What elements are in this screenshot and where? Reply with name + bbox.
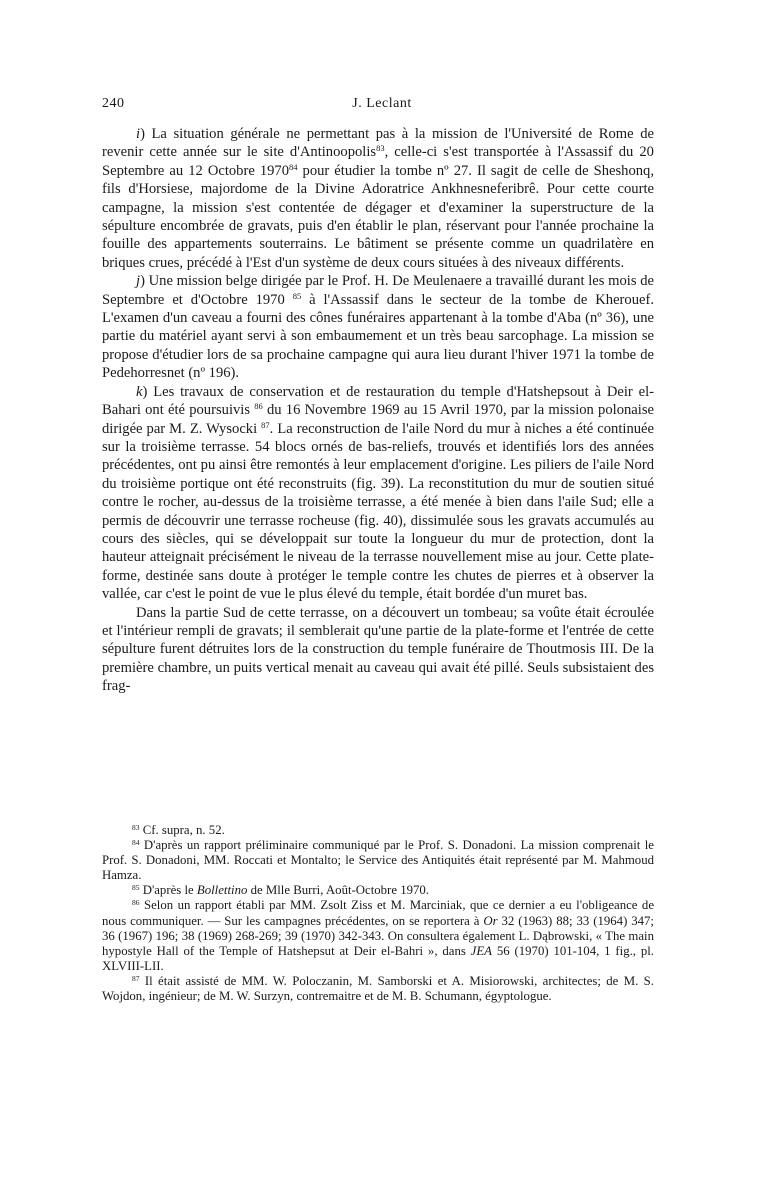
main-text: [102, 125, 654, 696]
footnote-ref: 84: [132, 838, 140, 848]
footnote-87: [102, 974, 654, 1004]
paragraph-j: [102, 272, 654, 382]
footnote-86: [102, 898, 654, 973]
text-run: ) La situation générale ne permettant pas à la mission de l'Université de Rome de revenir cette année sur le site d'Antinoopolis: [102, 126, 654, 161]
footnote-ref: 85: [132, 883, 140, 893]
text-run: Cf. supra, n. 52.: [139, 823, 225, 837]
italic-run: k: [136, 383, 143, 400]
text-run: 56 (1970) 101-104, 1 fig., pl. XLVIII-LII.: [102, 943, 654, 973]
text-run: Il était assisté de MM. W. Poloczanin, M. Samborski et A. Misiorowski, architectes; de M. S. Wojdon, ingénieur; de M. W. Surzyn, contremaitre et de M. B. Schumann, égyptologue.: [102, 973, 654, 1004]
text-run: ) Les travaux de conservation et de restauration du temple d'Hatshepsout à Deir el-Bahari ont été poursuivis: [102, 383, 654, 419]
footnote-ref: 86: [254, 401, 263, 412]
footnote-ref: 84: [289, 161, 298, 172]
paragraph-i: [102, 125, 654, 272]
text-run: D'après un rapport préliminaire communiqué par le Prof. S. Donadoni. La mission comprenait le Prof. S. Donadoni, MM. Roccati et Montalto; le Service des Antiquités était représenté par M. Mahmoud Hamza.: [102, 838, 654, 883]
text-run: Dans la partie Sud de cette terrasse, on a découvert un tombeau; sa voûte était écroulée et l'intérieur rempli de gravats; il semblerait qu'une partie de la plate-forme et l'entrée de cette sépulture furent détruites lors de la construction du temple funéraire de Thoutmosis III. De la première chambre, un puits vertical menait au caveau qui avait été pillé. Seuls subsistaient des frag-: [102, 604, 654, 695]
footnote-ref: 86: [132, 898, 140, 908]
text-run: . La reconstruction de l'aile Nord du mur à niches a été continuée sur la troisième terrasse. 54 blocs ornés de bas-reliefs, trouvés et identifiés lors des années précédentes, ont pu ainsi être remontés à leur emplacement d'origine. Les piliers de l'aile Nord du troisième portique ont été reconstruits (fig. 39). La reconstitution du mur de soutien situé contre le rocher, au-dessus de la troisième terrasse, a été menée à bien dans l'aile Sud; elle a permis de découvrir une terrasse rocheuse (fig. 40), dissimulée sous les gravats accumulés au cours des siècles, qui se développait sur toute la longueur du mur de protection, dont la hauteur atteignait précisément le niveau de la terrasse nouvellement mise au jour. Cette plate-forme, destinée sans doute à protéger le temple contre les chutes de pierres et à observer la vallée, car c'est le point de vue le plus élevé du temple, était bordée d'un muret bas.: [102, 420, 654, 603]
italic-run: j: [136, 273, 141, 290]
text-run: , celle-ci s'est transportée à l'Assassif du 20 Septembre au 12 Octobre 1970: [102, 144, 654, 179]
footnote-85: [102, 883, 654, 898]
text-run: ) Une mission belge dirigée par le Prof. H. De Meulenaere a travaillé durant les mois de Septembre et d'Octobre 1970: [102, 273, 654, 308]
text-run: Selon un rapport établi par MM. Zsolt Ziss et M. Marciniak, que ce dernier a eu l'obligeance de nous communiquer. — Sur les campagnes précédentes, on se reportera à: [102, 898, 654, 928]
paragraph-k: [102, 383, 654, 604]
text-run: D'après le: [139, 883, 197, 898]
footnote-84: [102, 838, 654, 883]
footnote-ref: 83: [376, 143, 385, 154]
running-author: J. Leclant: [352, 96, 412, 111]
text-run: de Mlle Burri, Août-Octobre 1970.: [247, 883, 429, 898]
italic-run: i: [136, 126, 141, 142]
footnote-ref: 85: [292, 290, 302, 301]
footnote-ref: 87: [132, 973, 140, 983]
footnote-ref: 83: [132, 823, 140, 832]
paragraph-continuation: [102, 604, 654, 696]
text-run: pour étudier la tombe nº 27. Il sagit de celle de Sheshonq, fils d'Horsiese, majordome de la Divine Adoratrice Ankhnesneferibrê. Pour cette courte campagne, la mission s'est contentée de dégager et d'examiner la superstructure de la sépulture encombrée de gravats, puis d'en établir le plan, réservant pour l'année prochaine la fouille des appartements souterrains. Le bâtiment se présente comme un quadrilatère en briques crues, précédé à l'Est d'un système de deux cours situées à des niveaux différents.: [102, 162, 654, 271]
italic-run: Bollettino: [196, 883, 248, 898]
text-run: à l'Assassif dans le secteur de la tombe de Kherouef. L'examen d'un caveau a fourni des cônes funéraires appartenant à la tombe d'Aba (nº 36), une partie du matériel ayant servi à son embaumement et un très beau sarcophage. La mission se propose d'étudier lors de sa prochaine campagne qui aura lieu durant l'hiver 1971 la tombe de Pedehorresnet (nº 196).: [102, 291, 654, 382]
footnote-83: [102, 823, 654, 838]
footnote-ref: 87: [261, 419, 270, 430]
text-run: 32 (1963) 88; 33 (1964) 347; 36 (1967) 196; 38 (1969) 268-269; 39 (1970) 342-343. On consultera également L. Dąbrowski, « The main hypostyle Hall of the Temple of Hatshepsut at Deir el-Bahri », dans: [102, 913, 654, 958]
italic-run: Or: [483, 913, 498, 928]
page-number: 240: [102, 96, 125, 111]
italic-run: JEA: [470, 943, 492, 958]
text-run: du 16 Novembre 1969 au 15 Avril 1970, par la mission polonaise dirigée par M. Z. Wysocki: [102, 402, 654, 437]
running-head: [102, 96, 662, 116]
footnotes: [102, 823, 654, 1004]
